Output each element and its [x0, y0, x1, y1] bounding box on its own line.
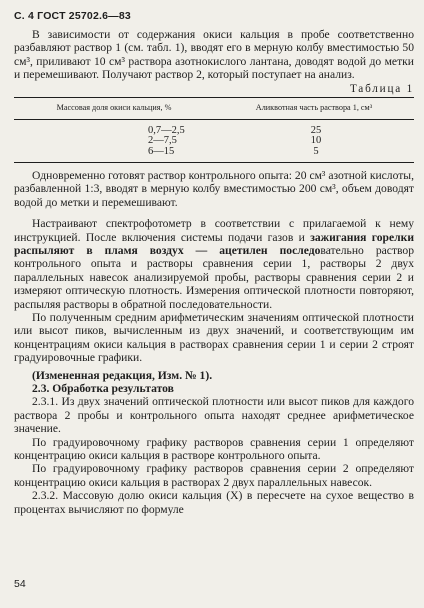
table-cell-aliquot: 25 — [310, 124, 322, 136]
running-header: С. 4 ГОСТ 25702.6—83 — [14, 10, 131, 22]
paragraph-calibration: По полученным средним арифметическим значениям оптической плотности или высот пиков, вычисленным из двух значений, и соответствующим им концентрациям окиси кальция в растворах сравнения серии 1 и серии 2 строят градуировочные графики. — [14, 310, 414, 365]
body-text — [14, 28, 414, 516]
paragraph-text: Настраивают спектрофотометр в соответствии с прилагаемой к нему инструкцией. После включения системы подачи газов и — [14, 217, 414, 244]
paragraph-series-2: По градуировочному графику растворов сравнения серии 2 определяют концентрацию окиси кальция в растворах 2 двух параллельных навесок. — [14, 462, 414, 489]
paragraph-blank-solution: Одновременно готовят раствор контрольного опыта: 20 см³ азотной кислоты, разбавленной 1:3, вводят в мерную колбу вместимостью 200 см³, объем доводят водой до метки и перемешивают. — [14, 168, 414, 209]
paragraph-spectrophotometer — [14, 217, 414, 311]
section-heading: 2.3. Обработка результатов — [32, 382, 174, 396]
paragraph-text: вательно раствор контрольного опыта и растворы сравнения серии 1, растворы 2 двух параллельных навесок анализируемой пробы, растворы сравнения серии 2 и измеряют оптическую плотность. Измерения оптической плотности повторяют, распыляя растворы в обратной последовательности. — [14, 243, 415, 311]
table-cell-aliquot: 10 — [310, 135, 322, 147]
table-cell-range: 2—7,5 — [148, 135, 177, 147]
table-cell-range: 6—15 — [148, 146, 175, 158]
table-header-cao-fraction: Массовая доля окиси кальция, % — [56, 103, 172, 113]
paragraph-dilution: В зависимости от содержания окиси кальция в пробе соответственно разбавляют раствор 1 (см. табл. 1), вводят его в мерную колбу вместимостью 50 см³, приливают 10 см³ раствора азотнокислого лантана, доводят водой до метки и перемешивают. Получают раствор 2, который поступает на анализ. — [14, 28, 414, 82]
table-col-range — [14, 126, 214, 158]
edit-note: (Измененная редакция, Изм. № 1). — [32, 368, 213, 382]
aliquot-table — [14, 97, 414, 163]
table-body — [14, 120, 414, 162]
table-header-row — [14, 98, 414, 120]
paragraph-2-3-2: 2.3.2. Массовую долю окиси кальция (X) в пересчете на сухое вещество в процентах вычисляют по формуле — [14, 489, 414, 516]
table-caption: Таблица 1 — [349, 82, 414, 95]
table-cell-range: 0,7—2,5 — [148, 124, 185, 136]
paragraph-emphasis: зажигания горелки распыляют в пламя воздух — ацетилен последо — [14, 230, 415, 257]
table-header-aliquot: Аликвотная часть раствора 1, см³ — [255, 103, 373, 113]
table-cell-aliquot: 5 — [313, 146, 319, 158]
paragraph-2-3-1: 2.3.1. Из двух значений оптической плотности или высот пиков для каждого раствора 2 пробы и контрольного опыта находят среднее арифметическое значение. — [14, 395, 414, 436]
table-col-aliquot — [214, 126, 414, 158]
page-number: 54 — [14, 578, 26, 590]
paragraph-series-1: По градуировочному графику растворов сравнения серии 1 определяют концентрацию окиси кальция в растворе контрольного опыта. — [14, 435, 414, 463]
